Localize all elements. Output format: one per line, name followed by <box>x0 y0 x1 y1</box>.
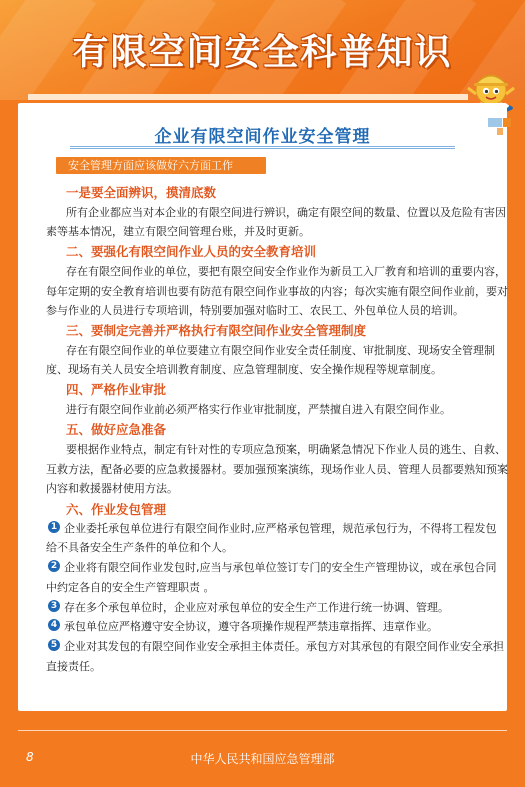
page-title: 有限空间安全科普知识 <box>72 32 453 73</box>
footer-divider <box>18 730 507 731</box>
section-heading-5: 五、做好应急准备 <box>66 422 167 437</box>
list-number-icon: 5 <box>48 639 60 651</box>
article-title: 企业有限空间作业安全管理 <box>154 127 371 147</box>
list-item-line: 直接责任。 <box>46 660 101 673</box>
list-number-icon: 1 <box>48 521 60 533</box>
paragraph-line: 存在有限空间作业的单位要建立有限空间作业安全责任制度、审批制度、现场安全管理制 <box>66 344 495 357</box>
page-number: 8 <box>26 750 34 764</box>
organization-name: 中华人民共和国应急管理部 <box>190 752 335 766</box>
title-divider <box>70 146 455 149</box>
paragraph-line: 所有企业都应当对本企业的有限空间进行辨识，确定有限空间的数量、位置以及危险有害因 <box>66 206 506 219</box>
list-number-icon: 2 <box>48 560 60 572</box>
paragraph-line: 内容和救援器材使用方法。 <box>46 482 178 495</box>
section-heading-6: 六、作业发包管理 <box>66 502 167 517</box>
paragraph-line: 每年定期的安全教育培训也要有防范有限空间作业事故的内容；每次实施有限空间作业前，要对 <box>46 285 508 298</box>
list-item-line: 存在多个承包单位时，企业应对承包单位的安全生产工作进行统一协调、管理。 <box>64 601 449 614</box>
list-item-line: 企业对其发包的有限空间作业安全承担主体责任。承包方对其承包的有限空间作业安全承担 <box>64 640 504 653</box>
section-heading-3: 三、要制定完善并严格执行有限空间作业安全管理制度 <box>66 323 367 338</box>
paragraph-line: 度、现场有关人员安全培训教育制度、应急管理制度、安全操作规程等规章制度。 <box>46 363 442 376</box>
list-item-line: 企业委托承包单位进行有限空间作业时,应严格承包管理，规范承包行为，不得将工程发包 <box>64 522 497 535</box>
list-item-line: 中约定各自的安全生产管理职责 。 <box>46 581 215 594</box>
section-heading-2: 二、要强化有限空间作业人员的安全教育培训 <box>66 244 317 259</box>
list-item-line: 企业将有限空间作业发包时,应当与承包单位签订专门的安全生产管理协议，或在承包合同 <box>64 561 497 574</box>
paragraph-line: 进行有限空间作业前必须严格实行作业审批制度，严禁擅自进入有限空间作业。 <box>66 403 451 416</box>
list-number-icon: 3 <box>48 600 60 612</box>
header-underline <box>28 94 468 100</box>
paragraph-line: 存在有限空间作业的单位，要把有限空间安全作业作为新员工入厂教育和培训的重要内容， <box>66 265 506 278</box>
paragraph-line: 参与作业的人员进行专项培训，特别要加强对临时工、农民工、外包单位人员的培训。 <box>46 304 464 317</box>
paragraph-line: 互救方法，配备必要的应急救援器材。要加强预案演练，现场作业人员、管理人员都要熟知预案 <box>46 463 508 476</box>
paragraph-line: 要根据作业特点，制定有针对性的专项应急预案，明确紧急情况下作业人员的逃生、自救、 <box>66 443 506 456</box>
section-heading-1: 一是要全面辨识，摸清底数 <box>66 185 217 200</box>
list-item-line: 承包单位应严格遵守安全协议，遵守各项操作规程严禁违章指挥、违章作业。 <box>64 620 438 633</box>
section-label: 安全管理方面应该做好六方面工作 <box>56 157 266 174</box>
header-banner <box>0 0 525 100</box>
paragraph-line: 素等基本情况，建立有限空间管理台账，并及时更新。 <box>46 225 310 238</box>
list-number-icon: 4 <box>48 619 60 631</box>
section-heading-4: 四、严格作业审批 <box>66 382 167 397</box>
list-item-line: 给不具备安全生产条件的单位和个人。 <box>46 541 233 554</box>
